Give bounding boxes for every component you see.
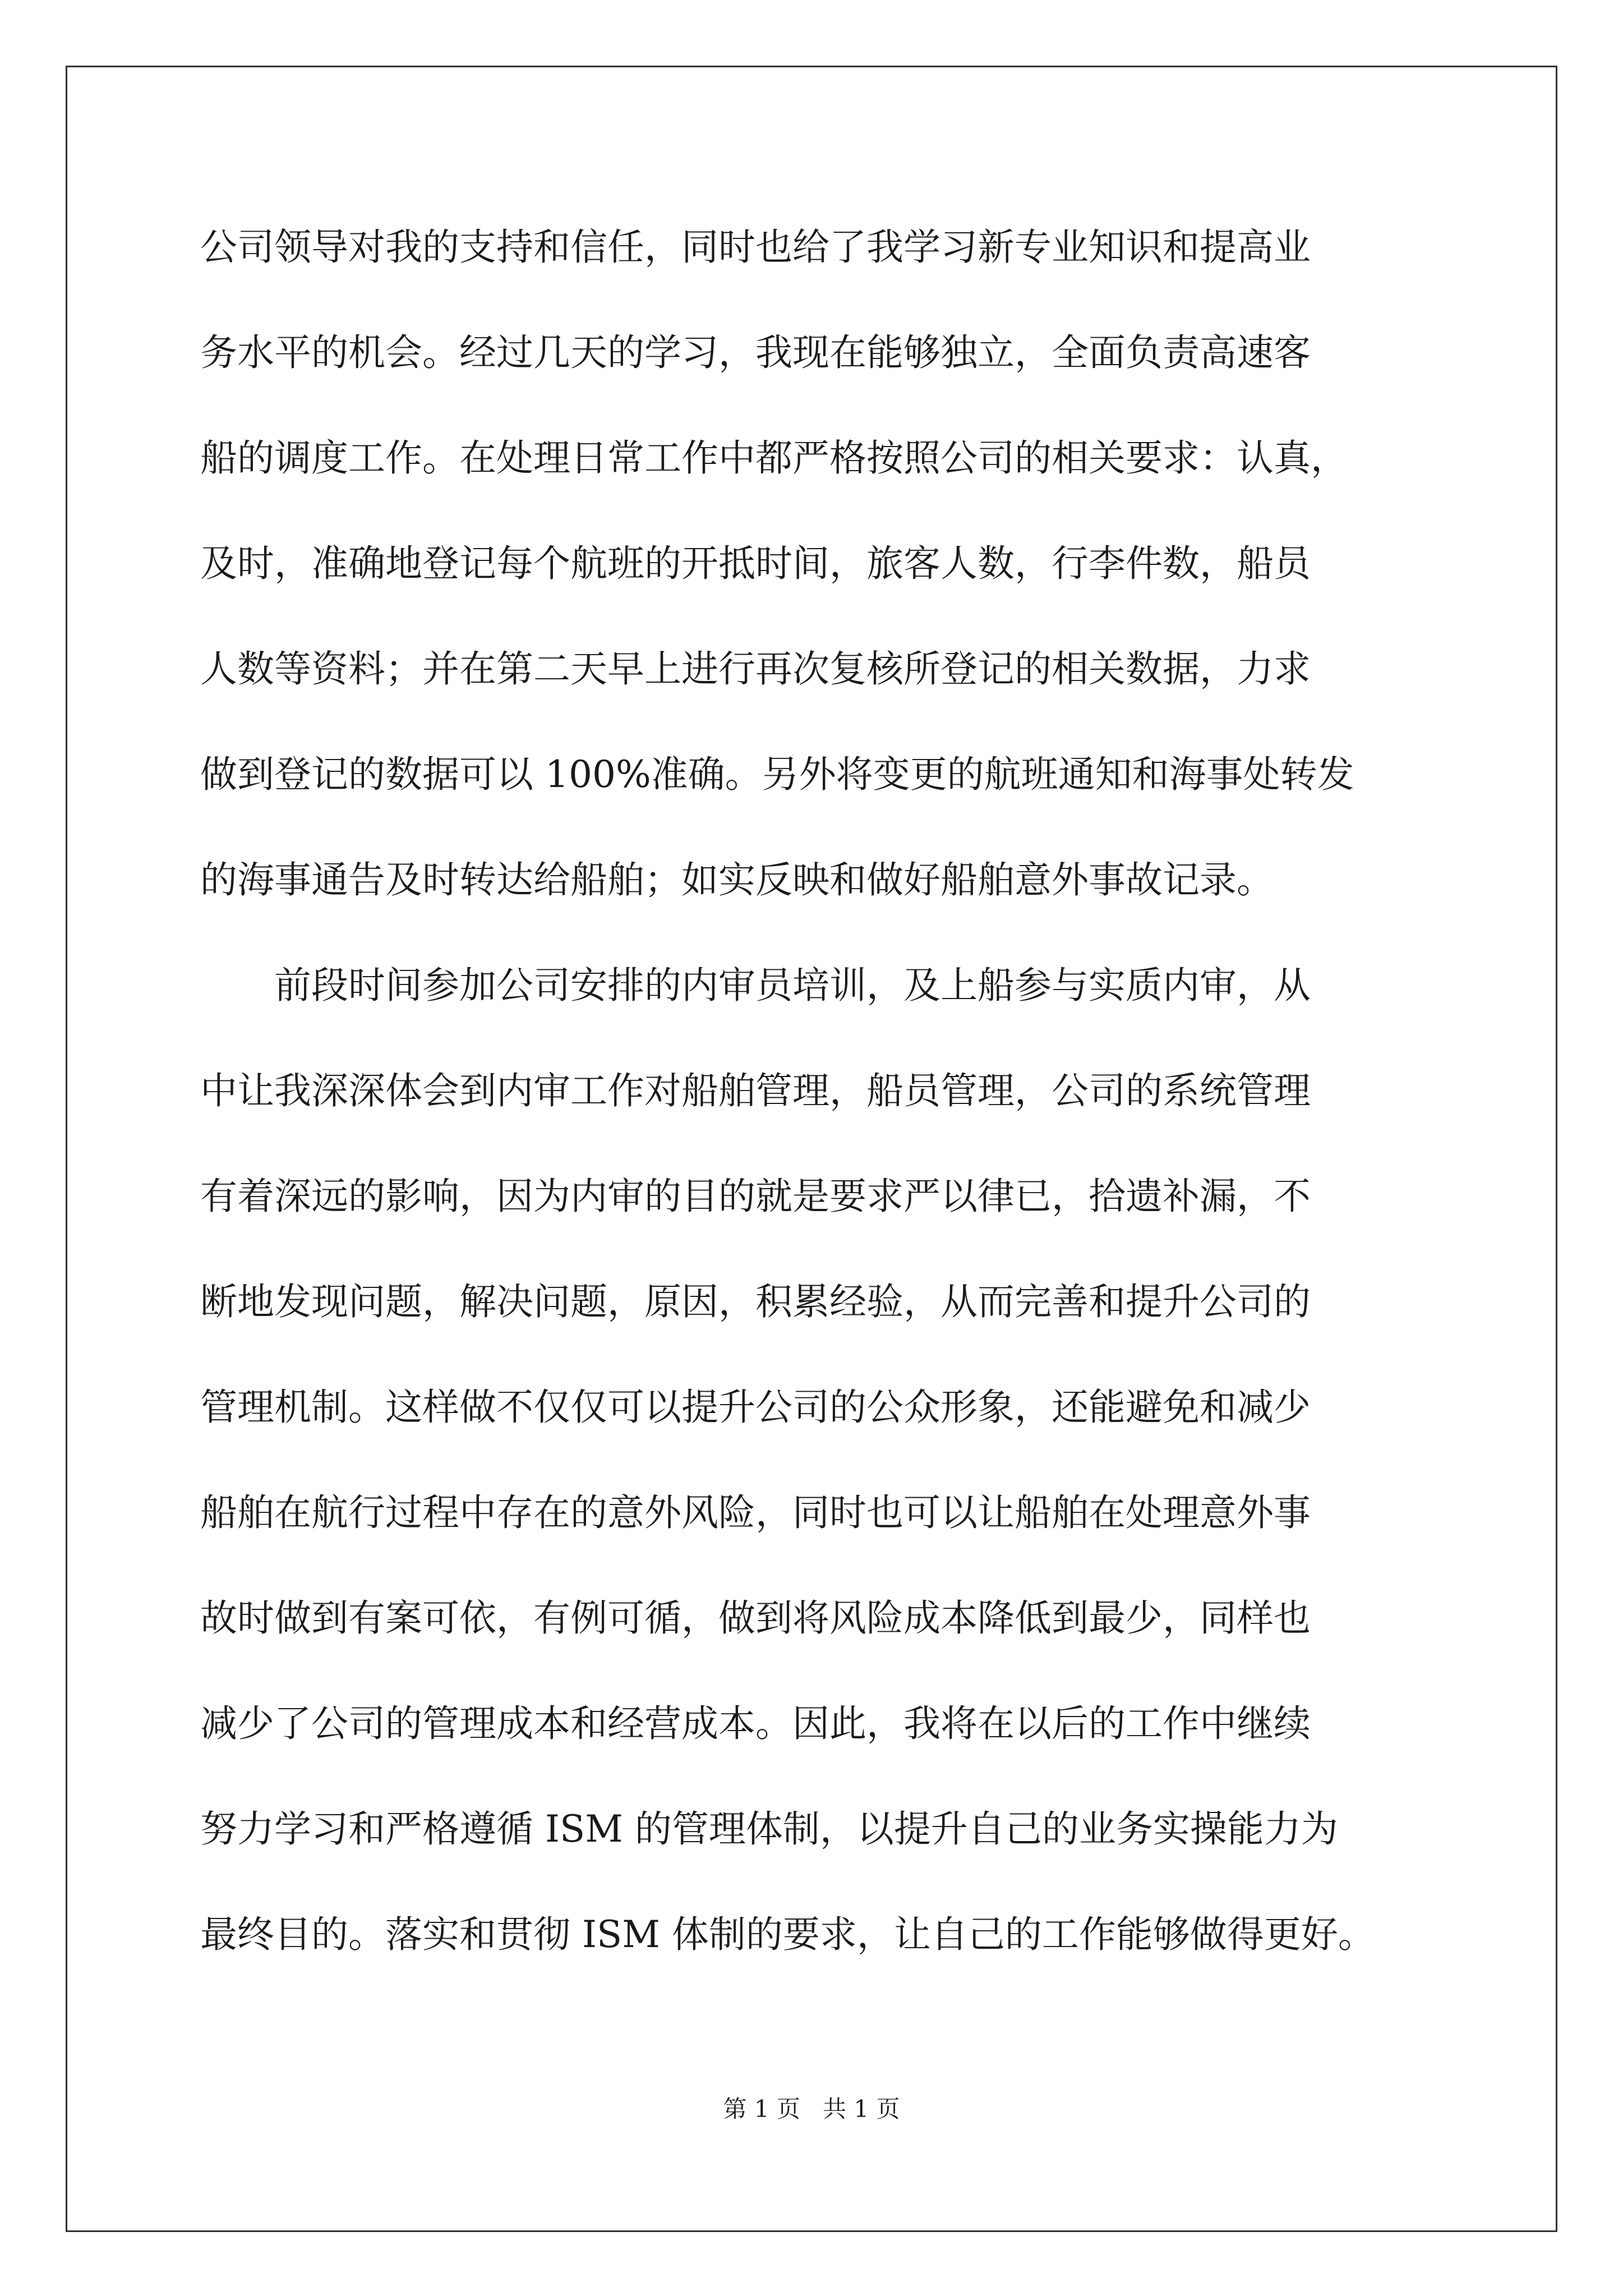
text-line: 最终目的。落实和贯彻 ISM 体制的要求，让自己的工作能够做得更好。: [200, 1913, 1375, 1956]
text-line: 努力学习和严格遵循 ISM 的管理体制，以提升自己的业务实操能力为: [200, 1807, 1338, 1851]
text-line: 的海事通告及时转达给船舶；如实反映和做好船舶意外事故记录。: [200, 858, 1274, 901]
text-line: 断地发现问题，解决问题，原因，积累经验，从而完善和提升公司的: [200, 1280, 1311, 1323]
text-line: 减少了公司的管理成本和经营成本。因此，我将在以后的工作中继续: [200, 1702, 1311, 1745]
text-line: 有着深远的影响，因为内审的目的就是要求严以律已，拾遗补漏，不: [200, 1175, 1311, 1218]
text-line: 管理机制。这样做不仅仅可以提升公司的公众形象，还能避免和减少: [200, 1386, 1311, 1429]
text-line: 船舶在航行过程中存在的意外风险，同时也可以让船舶在处理意外事: [200, 1491, 1311, 1534]
text-line: 前段时间参加公司安排的内审员培训，及上船参与实质内审，从: [200, 964, 1311, 1007]
text-line: 及时，准确地登记每个航班的开抵时间，旅客人数，行李件数，船员: [200, 542, 1311, 585]
text-line: 公司领导对我的支持和信任，同时也给了我学习新专业知识和提高业: [200, 226, 1311, 269]
page-border: [66, 66, 1557, 2232]
text-line: 做到登记的数据可以 100%准确。另外将变更的航班通知和海事处转发: [200, 753, 1354, 796]
text-line: 人数等资料；并在第二天早上进行再次复核所登记的相关数据，力求: [200, 647, 1311, 691]
text-line: 务水平的机会。经过几天的学习，我现在能够独立，全面负责高速客: [200, 331, 1311, 374]
page-footer: 第 1 页 共 1 页: [723, 2095, 900, 2123]
text-line: 船的调度工作。在处理日常工作中都严格按照公司的相关要求：认真，: [200, 436, 1348, 480]
text-line: 故时做到有案可依，有例可循，做到将风险成本降低到最少，同样也: [200, 1596, 1311, 1640]
text-line: 中让我深深体会到内审工作对船舶管理，船员管理，公司的系统管理: [200, 1069, 1311, 1112]
